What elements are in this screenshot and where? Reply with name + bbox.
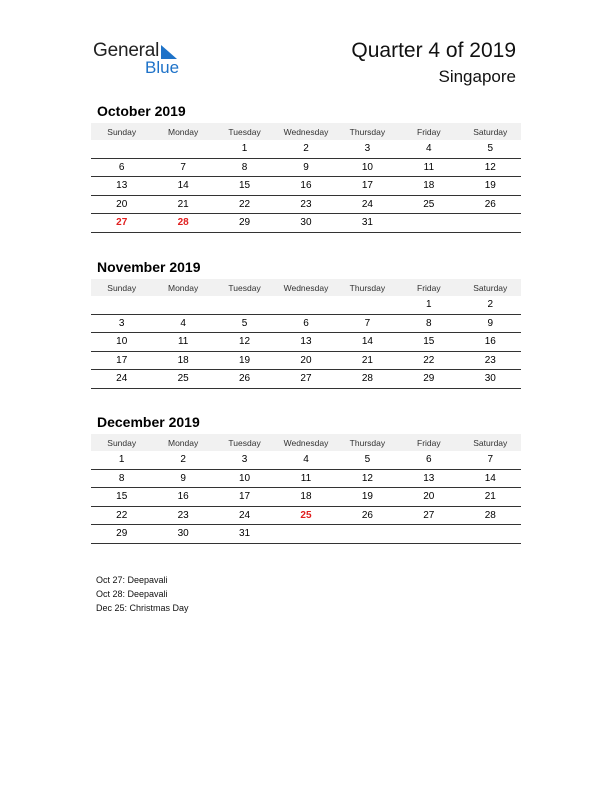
day-cell: 25	[275, 506, 336, 525]
day-cell: 24	[91, 370, 152, 389]
empty-day-cell	[398, 525, 459, 544]
month-october	[91, 102, 521, 233]
day-cell: 6	[275, 314, 336, 333]
month-december	[91, 413, 521, 544]
day-cell: 27	[398, 506, 459, 525]
day-cell: 25	[398, 195, 459, 214]
day-cell: 29	[214, 214, 275, 233]
weekday-header-row	[91, 279, 521, 296]
week-row	[91, 469, 521, 488]
day-cell: 1	[214, 140, 275, 158]
day-cell: 15	[398, 333, 459, 352]
day-cell: 16	[152, 488, 213, 507]
day-cell: 23	[152, 506, 213, 525]
weekday-header: Wednesday	[275, 123, 336, 140]
calendar-table	[91, 434, 521, 544]
week-row	[91, 296, 521, 314]
day-cell: 4	[398, 140, 459, 158]
day-cell: 12	[337, 469, 398, 488]
day-cell: 4	[275, 451, 336, 469]
day-cell: 16	[275, 177, 336, 196]
holiday-notes	[96, 573, 189, 615]
logo-triangle-icon	[161, 45, 177, 59]
week-row	[91, 525, 521, 544]
day-cell: 16	[460, 333, 521, 352]
day-cell: 18	[152, 351, 213, 370]
weekday-header: Monday	[152, 123, 213, 140]
weekday-header-row	[91, 434, 521, 451]
calendar-table	[91, 123, 521, 233]
week-row	[91, 451, 521, 469]
weekday-header: Thursday	[337, 279, 398, 296]
week-row	[91, 370, 521, 389]
holiday-note: Oct 27: Deepavali	[96, 575, 168, 585]
day-cell: 27	[91, 214, 152, 233]
day-cell: 3	[337, 140, 398, 158]
day-cell: 14	[460, 469, 521, 488]
day-cell: 23	[275, 195, 336, 214]
day-cell: 13	[275, 333, 336, 352]
day-cell: 19	[214, 351, 275, 370]
day-cell: 20	[91, 195, 152, 214]
day-cell: 21	[460, 488, 521, 507]
week-row	[91, 506, 521, 525]
weekday-header: Friday	[398, 434, 459, 451]
weekday-header: Sunday	[91, 279, 152, 296]
month-title: October 2019	[97, 103, 186, 119]
empty-day-cell	[460, 214, 521, 233]
day-cell: 27	[275, 370, 336, 389]
day-cell: 24	[214, 506, 275, 525]
day-cell: 31	[214, 525, 275, 544]
day-cell: 29	[91, 525, 152, 544]
day-cell: 14	[152, 177, 213, 196]
day-cell: 15	[91, 488, 152, 507]
weekday-header: Tuesday	[214, 279, 275, 296]
day-cell: 12	[214, 333, 275, 352]
day-cell: 11	[275, 469, 336, 488]
month-title: December 2019	[97, 414, 200, 430]
weekday-header: Saturday	[460, 434, 521, 451]
weekday-header: Sunday	[91, 123, 152, 140]
day-cell: 31	[337, 214, 398, 233]
logo-text-general: General	[93, 40, 160, 61]
day-cell: 11	[152, 333, 213, 352]
day-cell: 7	[460, 451, 521, 469]
weekday-header: Friday	[398, 279, 459, 296]
day-cell: 6	[91, 158, 152, 177]
week-row	[91, 214, 521, 233]
day-cell: 3	[91, 314, 152, 333]
week-row	[91, 158, 521, 177]
weekday-header: Tuesday	[214, 434, 275, 451]
month-title: November 2019	[97, 259, 201, 275]
weekday-header: Monday	[152, 279, 213, 296]
empty-day-cell	[91, 296, 152, 314]
day-cell: 3	[214, 451, 275, 469]
day-cell: 22	[91, 506, 152, 525]
empty-day-cell	[152, 296, 213, 314]
day-cell: 5	[460, 140, 521, 158]
day-cell: 25	[152, 370, 213, 389]
day-cell: 11	[398, 158, 459, 177]
empty-day-cell	[398, 214, 459, 233]
day-cell: 17	[91, 351, 152, 370]
day-cell: 26	[214, 370, 275, 389]
day-cell: 28	[460, 506, 521, 525]
day-cell: 1	[91, 451, 152, 469]
holiday-note: Oct 28: Deepavali	[96, 589, 168, 599]
day-cell: 30	[275, 214, 336, 233]
day-cell: 23	[460, 351, 521, 370]
week-row	[91, 488, 521, 507]
empty-day-cell	[337, 525, 398, 544]
calendar-table	[91, 279, 521, 389]
day-cell: 13	[91, 177, 152, 196]
month-november	[91, 258, 521, 389]
week-row	[91, 314, 521, 333]
day-cell: 21	[152, 195, 213, 214]
day-cell: 20	[398, 488, 459, 507]
day-cell: 26	[337, 506, 398, 525]
week-row	[91, 351, 521, 370]
day-cell: 14	[337, 333, 398, 352]
empty-day-cell	[337, 296, 398, 314]
day-cell: 18	[398, 177, 459, 196]
empty-day-cell	[275, 296, 336, 314]
empty-day-cell	[275, 525, 336, 544]
holiday-note: Dec 25: Christmas Day	[96, 603, 189, 613]
day-cell: 13	[398, 469, 459, 488]
day-cell: 10	[91, 333, 152, 352]
day-cell: 28	[152, 214, 213, 233]
weekday-header: Wednesday	[275, 434, 336, 451]
day-cell: 10	[214, 469, 275, 488]
day-cell: 22	[214, 195, 275, 214]
week-row	[91, 333, 521, 352]
day-cell: 2	[275, 140, 336, 158]
day-cell: 8	[398, 314, 459, 333]
day-cell: 9	[275, 158, 336, 177]
day-cell: 21	[337, 351, 398, 370]
weekday-header: Thursday	[337, 123, 398, 140]
weekday-header: Saturday	[460, 279, 521, 296]
empty-day-cell	[91, 140, 152, 158]
day-cell: 15	[214, 177, 275, 196]
day-cell: 12	[460, 158, 521, 177]
weekday-header: Thursday	[337, 434, 398, 451]
week-row	[91, 140, 521, 158]
day-cell: 17	[214, 488, 275, 507]
day-cell: 30	[152, 525, 213, 544]
weekday-header: Tuesday	[214, 123, 275, 140]
day-cell: 7	[337, 314, 398, 333]
weekday-header: Sunday	[91, 434, 152, 451]
day-cell: 10	[337, 158, 398, 177]
day-cell: 4	[152, 314, 213, 333]
day-cell: 5	[214, 314, 275, 333]
day-cell: 7	[152, 158, 213, 177]
day-cell: 24	[337, 195, 398, 214]
generalblue-logo	[93, 40, 193, 80]
weekday-header: Friday	[398, 123, 459, 140]
day-cell: 5	[337, 451, 398, 469]
day-cell: 2	[460, 296, 521, 314]
day-cell: 29	[398, 370, 459, 389]
day-cell: 22	[398, 351, 459, 370]
logo-text-blue: Blue	[145, 58, 180, 77]
day-cell: 19	[460, 177, 521, 196]
day-cell: 19	[337, 488, 398, 507]
page-subtitle: Singapore	[438, 67, 516, 86]
day-cell: 2	[152, 451, 213, 469]
day-cell: 28	[337, 370, 398, 389]
weekday-header: Wednesday	[275, 279, 336, 296]
day-cell: 26	[460, 195, 521, 214]
empty-day-cell	[460, 525, 521, 544]
day-cell: 8	[91, 469, 152, 488]
day-cell: 1	[398, 296, 459, 314]
week-row	[91, 177, 521, 196]
page-title: Quarter 4 of 2019	[351, 39, 516, 62]
empty-day-cell	[152, 140, 213, 158]
weekday-header: Saturday	[460, 123, 521, 140]
day-cell: 8	[214, 158, 275, 177]
day-cell: 17	[337, 177, 398, 196]
day-cell: 9	[460, 314, 521, 333]
day-cell: 9	[152, 469, 213, 488]
day-cell: 20	[275, 351, 336, 370]
week-row	[91, 195, 521, 214]
day-cell: 6	[398, 451, 459, 469]
weekday-header-row	[91, 123, 521, 140]
day-cell: 18	[275, 488, 336, 507]
day-cell: 30	[460, 370, 521, 389]
empty-day-cell	[214, 296, 275, 314]
weekday-header: Monday	[152, 434, 213, 451]
